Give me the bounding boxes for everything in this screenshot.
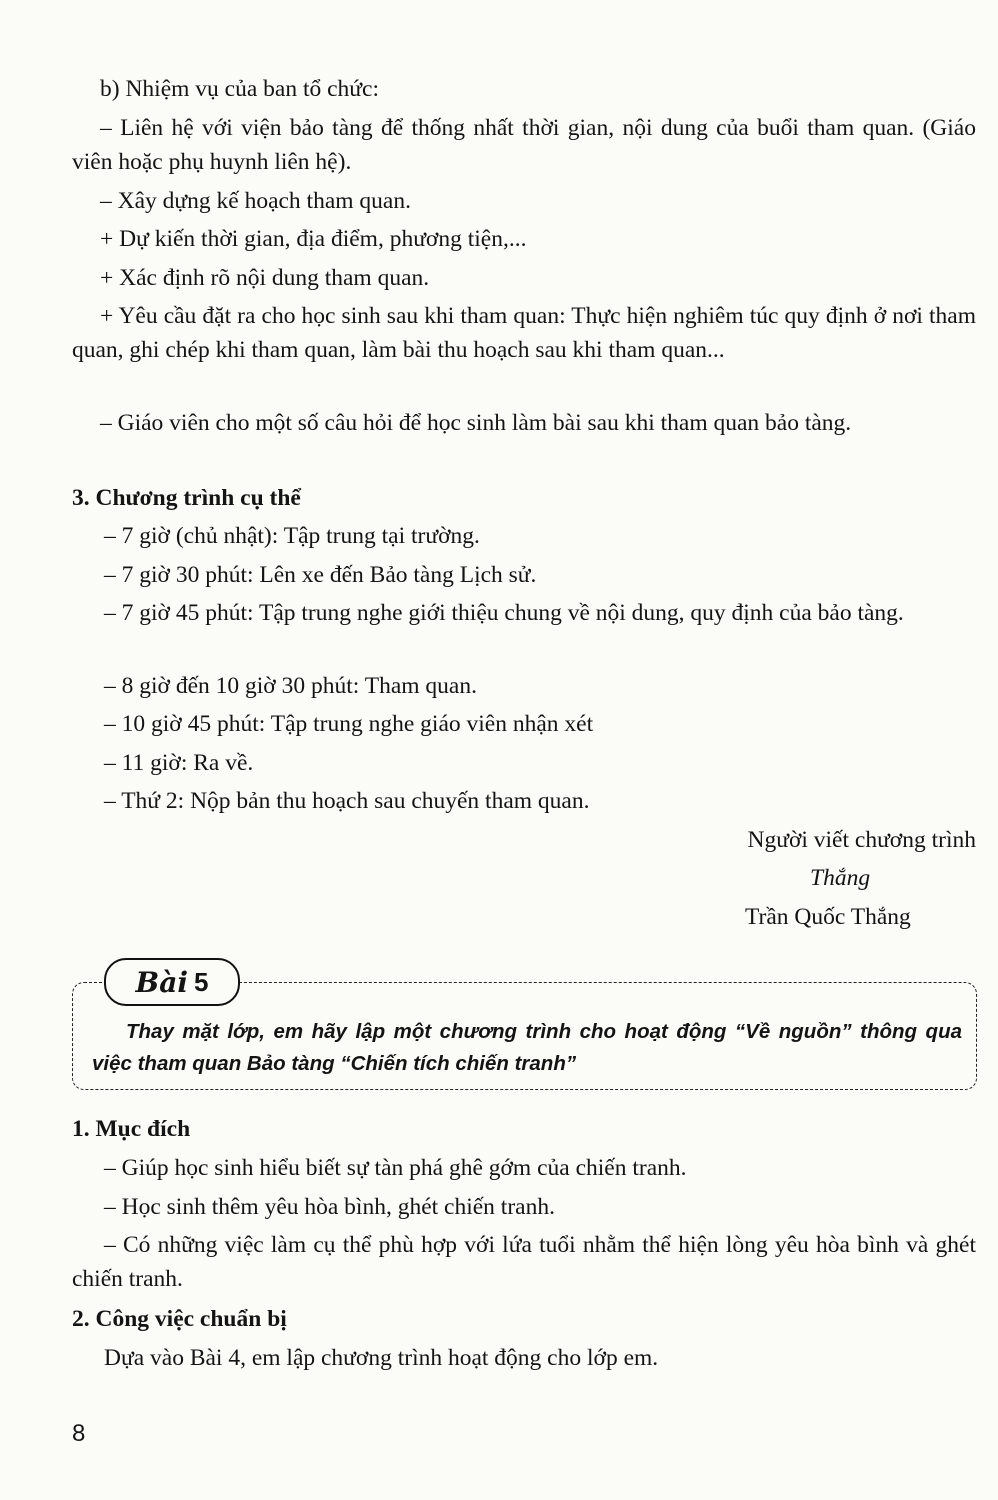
program-item-4: – 8 giờ đến 10 giờ 30 phút: Tham quan. [104,673,477,699]
program-heading: 3. Chương trình cụ thể [72,485,301,511]
duties-plan-requirements: + Yêu cầu đặt ra cho học sinh sau khi tham quan: Thực hiện nghiêm túc quy định ở nơi tham quan, ghi chép khi tham quan, làm bài thu hoạch sau khi tham quan... [72,303,976,363]
prep-text: Dựa vào Bài 4, em lập chương trình hoạt động cho lớp em. [104,1345,659,1371]
program-item-7: – Thứ 2: Nộp bản thu hoạch sau chuyến tham quan. [104,788,590,814]
program-item-2: – 7 giờ 30 phút: Lên xe đến Bảo tàng Lịch sử. [104,562,537,588]
signature-role: Người viết chương trình [747,827,976,853]
program-item-6: – 11 giờ: Ra về. [104,750,254,776]
duties-questions: – Giáo viên cho một số câu hỏi để học sinh làm bài sau khi tham quan bảo tàng. [100,410,852,436]
duties-plan-time: + Dự kiến thời gian, địa điểm, phương tiện,... [100,226,527,252]
page-number: 8 [72,1420,86,1447]
program-item-1: – 7 giờ (chủ nhật): Tập trung tại trường. [104,523,480,549]
duties-contact: – Liên hệ với viện bảo tàng để thống nhất thời gian, nội dung của buổi tham quan. (Giáo viên hoặc phụ huynh liên hệ). [72,115,976,175]
lesson-badge [104,958,240,1006]
lesson-label: Bài [135,965,188,999]
lesson-number: 5 [193,966,209,997]
purpose-heading: 1. Mục đích [72,1116,191,1142]
program-item-5: – 10 giờ 45 phút: Tập trung nghe giáo viên nhận xét [104,711,594,737]
prep-heading: 2. Công việc chuẩn bị [72,1306,287,1332]
duties-heading: b) Nhiệm vụ của ban tổ chức: [100,76,379,102]
signature-mark: Thắng [810,865,871,891]
program-item-3: – 7 giờ 45 phút: Tập trung nghe giới thiệu chung về nội dung, quy định của bảo tàng. [104,600,904,626]
purpose-item-2: – Học sinh thêm yêu hòa bình, ghét chiến tranh. [104,1194,555,1220]
signature-name: Trần Quốc Thắng [745,904,911,930]
lesson-task-text: Thay mặt lớp, em hãy lập một chương trình cho hoạt động “Về nguồn” thông qua việc tham quan Bảo tàng “Chiến tích chiến tranh” [92,1020,962,1075]
duties-plan-content: + Xác định rõ nội dung tham quan. [100,265,430,291]
duties-plan: – Xây dựng kế hoạch tham quan. [100,188,411,214]
purpose-item-1: – Giúp học sinh hiểu biết sự tàn phá ghê gớm của chiến tranh. [104,1155,687,1181]
purpose-item-3: – Có những việc làm cụ thể phù hợp với lứa tuổi nhằm thể hiện lòng yêu hòa bình và ghét chiến tranh. [72,1232,976,1292]
